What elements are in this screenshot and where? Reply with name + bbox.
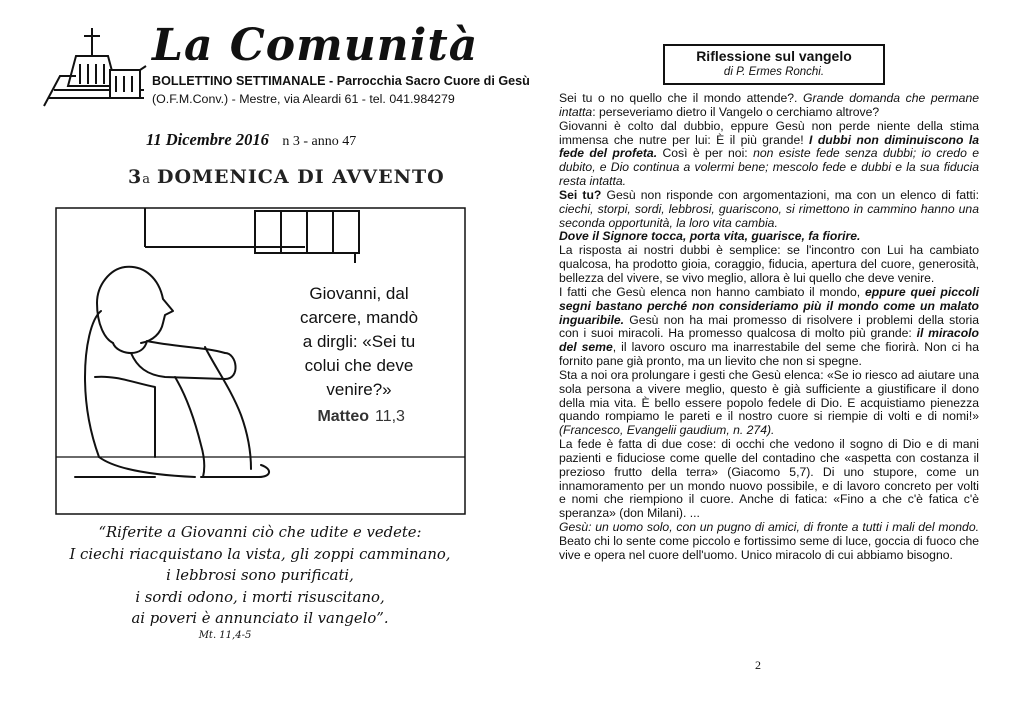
article-paragraph: Dove il Signore tocca, porta vita, guarisce, fa fiorire. (559, 229, 861, 244)
illustration (55, 207, 466, 515)
sunday-ordinal: 3 (128, 166, 143, 188)
issue-date: 11 Dicembre 2016 (146, 130, 269, 149)
caption-line-5: venire?» (326, 380, 392, 399)
page-number: 2 (755, 658, 761, 672)
masthead-address: (O.F.M.Conv.) - Mestre, via Aleardi 61 - tel. 041.984279 (152, 92, 455, 106)
article-paragraph: La fede è fatta di due cose: di occhi che vedono il sogno di Dio e di mani pazienti e fiduciose come quelle del contadino che «aspetta con costanza il prezioso frutto della terra» (Giacomo 5,7). Di uno stupore, come un innamoramento per un mondo nuovo possibile, e di lavoro concreto per volti e nomi che riempiono il cuore. Anche di fatica: «Fino a che c'è fatica c'è speranza» (don Milani). ... (559, 437, 979, 521)
sunday-title (128, 166, 445, 188)
article-paragraph: Sei tu? Gesù non risponde con argomentazioni, ma con un elenco di fatti: ciechi, storpi, sordi, lebbrosi, guariscono, si rimettono in cammino hanno una seconda opportunità, la loro vita cambia. (559, 187, 979, 230)
sunday-name: DOMENICA DI AVVENTO (157, 166, 445, 188)
caption-line-4: colui che deve (304, 356, 414, 375)
reflection-author: di P. Ermes Ronchi. (723, 66, 825, 78)
article-paragraph: Sei tu o no quello che il mondo attende?. Grande domanda che permane intatta: perseveriamo dietro il Vangelo o cerchiamo altrove? (559, 91, 979, 119)
reflection-title: Riflessione sul vangelo (696, 48, 852, 64)
article-paragraph: I fatti che Gesù elenca non hanno cambiato il mondo, eppure quei piccoli segni bastano perché non consideriamo più il mondo come un malato inguaribile. Gesù non ha mai promesso di risolvere i problemi della storia con i suoi miracoli. Ha promesso qualcosa di molto più grande: il miracolo del seme, il lavoro oscuro ma inarrestabile del seme che fiorirà. Non ci ha fornito pane già pronto, ma un lievito che non si spegne. (559, 284, 980, 369)
article-body (559, 92, 979, 563)
masthead-subtitle: BOLLETTINO SETTIMANALE - Parrocchia Sacro Cuore di Gesù (152, 74, 530, 88)
reflection-header (663, 44, 885, 85)
quote-line: I ciechi riacquistano la vista, gli zoppi camminano, (69, 545, 451, 563)
quote-line: ai poveri è annunciato il vangelo”. (131, 610, 389, 627)
caption-line-1: Giovanni, dal (309, 284, 409, 303)
article-paragraph: Gesù: un uomo solo, con un pugno di amici, di fronte a tutti i mali del mondo. Beato chi lo sente come piccolo e fortissimo seme di luce, goccia di fuoco che vive e opera nel cuore dell'uomo. Unico miracolo di cui abbiamo bisogno. (559, 520, 980, 562)
article-paragraph: La risposta ai nostri dubbi è semplice: se l'incontro con Lui ha cambiato qualcosa, ha prodotto gioia, coraggio, fiducia, apertura del cuore, generosità, bellezza del vivere, se vivo meglio, allora è lui quello che deve venire. (559, 243, 979, 285)
quote-block (40, 522, 480, 642)
issue-line (146, 130, 356, 150)
quote-line: “Riferite a Giovanni ciò che udite e vedete: (98, 524, 422, 541)
church-icon (40, 26, 150, 108)
article-paragraph: Sta a noi ora prolungare i gesti che Gesù elenca: «Se io riesco ad aiutare una sola persona a vivere meglio, questo è già sufficiente a giustificare il dono della mia vita. È bello essere popolo fedele di Dio. E acquistiamo pienezza quando rompiamo le pareti e il nostro cuore si riempie di volti e di nomi!» (Francesco, Evangelii gaudium, n. 274). (559, 367, 979, 438)
caption-reference-verse: 11,3 (375, 408, 405, 425)
caption-reference-book: Matteo (317, 408, 369, 425)
article-paragraph: Giovanni è colto dal dubbio, eppure Gesù non perde niente della stima immensa che nutre per lui: È il più grande! I dubbi non diminuiscono la fede del profeta. Così è per noi: non esiste fede senza dubbi; io credo e dubito, e Dio continua a volermi bene; mescolo fede e dubbi e la sua fiducia resta intatta. (559, 118, 980, 189)
quote-line: i lebbrosi sono purificati, (166, 567, 354, 584)
quote-line: i sordi odono, i morti risuscitano, (135, 588, 385, 606)
masthead-title: La Comunità (152, 20, 479, 71)
caption-line-2: carcere, mandò (299, 308, 419, 327)
caption-line-3: a dirgli: «Sei tu (302, 332, 416, 351)
issue-number: n 3 - anno 47 (282, 134, 357, 149)
sunday-ordinal-suffix: a (142, 172, 151, 187)
quote-reference: Mt. 11,4-5 (198, 629, 252, 641)
